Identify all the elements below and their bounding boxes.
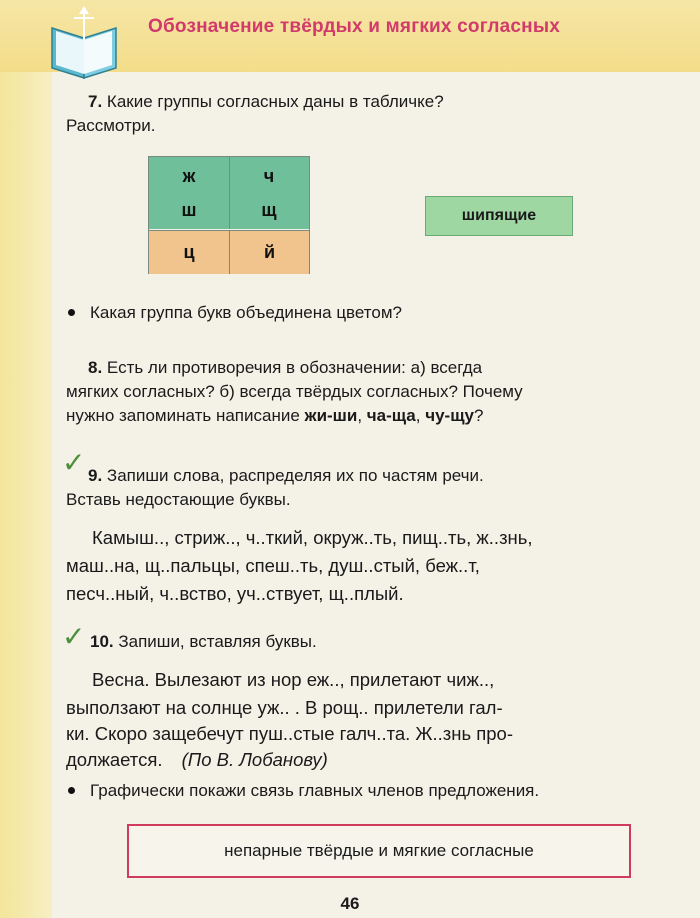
exercise-number: 8. bbox=[88, 358, 103, 377]
exercise-10-text-line1: Весна. Вылезают из нор еж.., прилетают чиж.., bbox=[92, 669, 495, 690]
book-icon bbox=[44, 4, 124, 82]
exercise-number: 10. bbox=[90, 632, 114, 651]
separator: , bbox=[357, 406, 367, 425]
exercise-text: Какие группы согласных даны в табличке? bbox=[106, 92, 444, 111]
spelling-rule: чу-щу bbox=[425, 406, 475, 425]
exercise-text: Есть ли противоречия в обозначении: а) всегда bbox=[106, 358, 483, 377]
left-margin bbox=[0, 0, 52, 918]
letter-y: й bbox=[230, 230, 309, 274]
spelling-rule: жи-ши bbox=[304, 406, 358, 425]
checkmark-icon: ✓ bbox=[62, 621, 86, 652]
letter-ts: ц bbox=[149, 230, 230, 274]
separator: , bbox=[415, 406, 426, 425]
exercise-7-line2: Рассмотри. bbox=[66, 116, 156, 135]
exercise-8-line1 bbox=[88, 356, 482, 380]
exercise-10-text-line2: выползают на солнце уж.. . В рощ.. прилетели гал- bbox=[66, 697, 503, 718]
page-title: Обозначение твёрдых и мягких согласных bbox=[148, 16, 561, 37]
exercise-9-line1 bbox=[88, 464, 484, 488]
exercise-number: 7. bbox=[88, 92, 103, 111]
bullet bbox=[68, 787, 75, 794]
exercise-text: Запиши, вставляя буквы. bbox=[118, 632, 317, 651]
consonant-table bbox=[148, 156, 310, 274]
exercise-9-words-line2: маш..на, щ..пальцы, спеш..ть, душ..стый, беж..т, bbox=[66, 555, 480, 576]
hissing-label: шипящие bbox=[425, 196, 573, 236]
letter-ch: ч bbox=[263, 165, 275, 186]
exercise-number: 9. bbox=[88, 466, 103, 485]
spelling-rule: ча-ща bbox=[366, 406, 416, 425]
letter-shch: щ bbox=[261, 199, 277, 220]
exercise-10-line1 bbox=[90, 630, 317, 654]
exercise-10-task: Графически покажи связь главных членов предложения. bbox=[90, 781, 540, 800]
summary-box: непарные твёрдые и мягкие согласные bbox=[127, 824, 631, 878]
exercise-7-question: Какая группа букв объединена цветом? bbox=[90, 303, 402, 322]
exercise-10-text-line4 bbox=[66, 748, 328, 772]
bullet bbox=[68, 309, 75, 316]
question-mark: ? bbox=[474, 406, 484, 425]
letter-zh: ж bbox=[182, 165, 196, 186]
page-number: 46 bbox=[340, 894, 360, 913]
exercise-7-line1 bbox=[88, 90, 444, 114]
exercise-10-text-line3: ки. Скоро защебечут пуш..стые галч..та. Ж..знь про- bbox=[66, 723, 514, 744]
exercise-9-words-line1: Камыш.., стриж.., ч..ткий, окруж..ть, пищ..ть, ж..знь, bbox=[92, 527, 533, 548]
exercise-8-line3 bbox=[66, 404, 483, 428]
exercise-8-line2: мягких согласных? б) всегда твёрдых согласных? Почему bbox=[66, 382, 523, 401]
source-citation: (По В. Лобанову) bbox=[181, 749, 328, 770]
exercise-text: должается. bbox=[66, 749, 163, 770]
exercise-text: нужно запоминать написание bbox=[66, 406, 305, 425]
letter-sh: ш bbox=[181, 199, 197, 220]
checkmark-icon: ✓ bbox=[62, 447, 86, 478]
exercise-9-words-line3: песч..ный, ч..вство, уч..ствует, щ..плый. bbox=[66, 583, 404, 604]
exercise-text: Запиши слова, распределяя их по частям речи. bbox=[106, 466, 484, 485]
exercise-9-line2: Вставь недостающие буквы. bbox=[66, 490, 291, 509]
